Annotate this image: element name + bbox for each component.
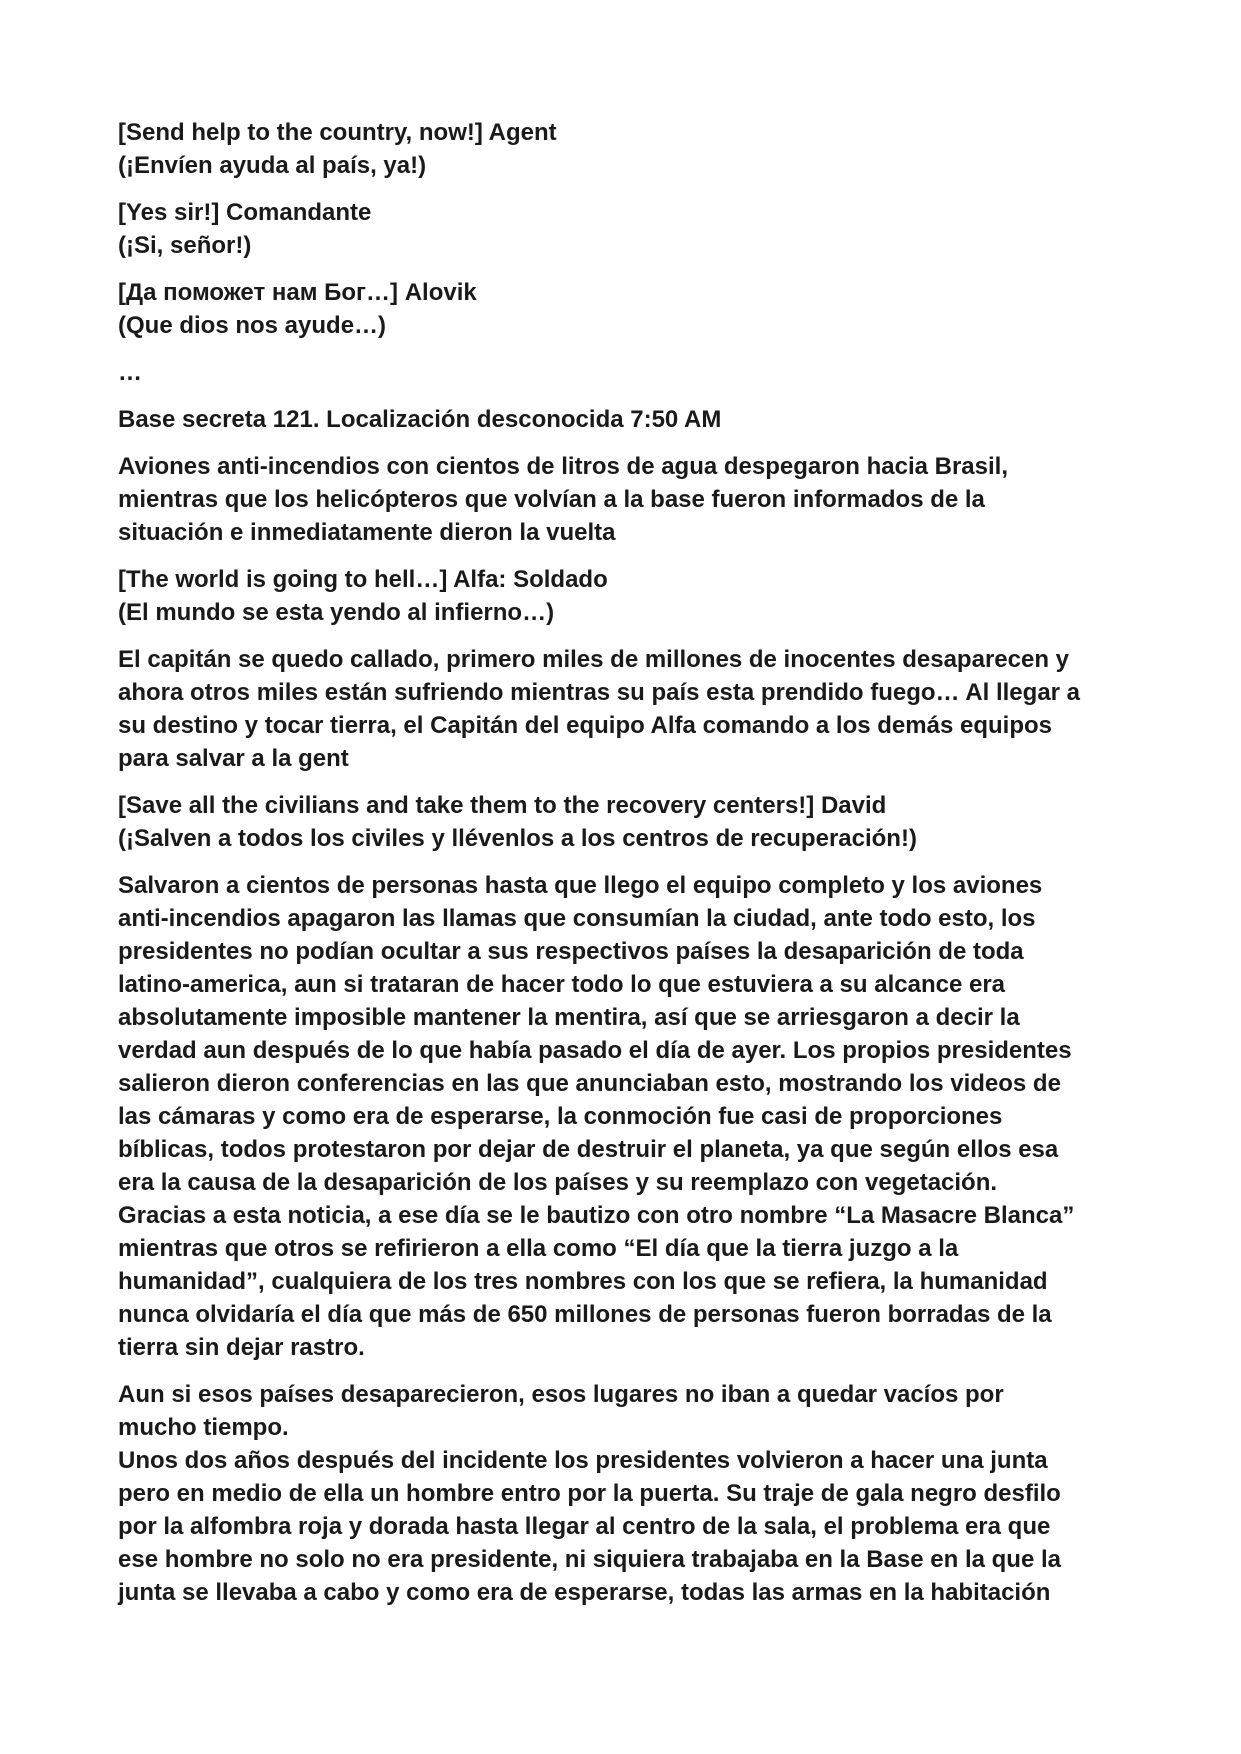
- text-line: (¡Salven a todos los civiles y llévenlos a los centros de recuperación!): [118, 825, 917, 852]
- text-line: [Yes sir!] Comandante: [118, 199, 372, 226]
- document-page: [118, 116, 1128, 1623]
- paragraph-para-2: [118, 643, 1128, 775]
- text-line: Base secreta 121. Localización desconocida 7:50 AM: [118, 406, 722, 433]
- paragraph-dialogue-5: [118, 789, 1128, 855]
- text-line: Gracias a esta noticia, a ese día se le bautizo con otro nombre “La Masacre Blanca”: [118, 1202, 1075, 1229]
- text-line: mientras que otros se refirieron a ella como “El día que la tierra juzgo a la: [118, 1235, 959, 1262]
- paragraph-ellipsis: [118, 356, 1128, 389]
- text-line: nunca olvidaría el día que más de 650 millones de personas fueron borradas de la: [118, 1301, 1052, 1328]
- text-line: (¡Si, señor!): [118, 232, 252, 259]
- text-line: mucho tiempo.: [118, 1414, 289, 1441]
- text-line: …: [118, 359, 142, 386]
- text-line: salieron dieron conferencias en las que anunciaban esto, mostrando los videos de: [118, 1070, 1061, 1097]
- text-line: presidentes no podían ocultar a sus respectivos países la desaparición de toda: [118, 938, 1024, 965]
- text-line: absolutamente imposible mantener la mentira, así que se arriesgaron a decir la: [118, 1004, 1020, 1031]
- text-line: era la causa de la desaparición de los países y su reemplazo con vegetación.: [118, 1169, 998, 1196]
- paragraph-dialogue-3: [118, 276, 1128, 342]
- text-line: [Send help to the country, now!] Agent: [118, 119, 557, 146]
- text-line: Unos dos años después del incidente los presidentes volvieron a hacer una junta: [118, 1447, 1048, 1474]
- text-line: Aun si esos países desaparecieron, esos lugares no iban a quedar vacíos por: [118, 1381, 1004, 1408]
- paragraph-dialogue-1: [118, 116, 1128, 182]
- text-line: su destino y tocar tierra, el Capitán del equipo Alfa comando a los demás equipos: [118, 712, 1052, 739]
- text-line: El capitán se quedo callado, primero miles de millones de inocentes desaparecen y: [118, 646, 1069, 673]
- text-line: verdad aun después de lo que había pasado el día de ayer. Los propios presidentes: [118, 1037, 1072, 1064]
- text-line: situación e inmediatamente dieron la vuelta: [118, 519, 616, 546]
- text-line: humanidad”, cualquiera de los tres nombres con los que se refiera, la humanidad: [118, 1268, 1048, 1295]
- text-line: latino-america, aun si trataran de hacer todo lo que estuviera a su alcance era: [118, 971, 1006, 998]
- text-line: [Да поможет нам Бог…] Alovik: [118, 279, 477, 306]
- text-line: tierra sin dejar rastro.: [118, 1334, 365, 1361]
- text-line: las cámaras y como era de esperarse, la conmoción fue casi de proporciones: [118, 1103, 1003, 1130]
- text-line: para salvar a la gent: [118, 745, 349, 772]
- text-line: anti-incendios apagaron las llamas que consumían la ciudad, ante todo esto, los: [118, 905, 1036, 932]
- text-line: [The world is going to hell…] Alfa: Soldado: [118, 566, 608, 593]
- text-line: [Save all the civilians and take them to the recovery centers!] David: [118, 792, 887, 819]
- paragraph-dialogue-2: [118, 196, 1128, 262]
- text-line: Salvaron a cientos de personas hasta que llego el equipo completo y los aviones: [118, 872, 1043, 899]
- paragraph-dialogue-4: [118, 563, 1128, 629]
- text-line: bíblicas, todos protestaron por dejar de destruir el planeta, ya que según ellos esa: [118, 1136, 1059, 1163]
- text-line: ahora otros miles están sufriendo mientras su país esta prendido fuego… Al llegar a: [118, 679, 1081, 706]
- text-line: (El mundo se esta yendo al infierno…): [118, 599, 555, 626]
- paragraph-para-4: [118, 1378, 1128, 1609]
- text-line: (Que dios nos ayude…): [118, 312, 387, 339]
- text-line: pero en medio de ella un hombre entro por la puerta. Su traje de gala negro desfilo: [118, 1480, 1061, 1507]
- text-line: junta se llevaba a cabo y como era de esperarse, todas las armas en la habitación: [118, 1579, 1051, 1606]
- text-line: Aviones anti-incendios con cientos de litros de agua despegaron hacia Brasil,: [118, 453, 1009, 480]
- text-line: ese hombre no solo no era presidente, ni siquiera trabajaba en la Base en la que la: [118, 1546, 1061, 1573]
- text-line: por la alfombra roja y dorada hasta llegar al centro de la sala, el problema era que: [118, 1513, 1051, 1540]
- text-line: (¡Envíen ayuda al país, ya!): [118, 152, 427, 179]
- paragraph-para-1: [118, 450, 1128, 549]
- text-line: mientras que los helicópteros que volvían a la base fueron informados de la: [118, 486, 985, 513]
- paragraph-para-3: [118, 869, 1128, 1364]
- paragraph-location: [118, 403, 1128, 436]
